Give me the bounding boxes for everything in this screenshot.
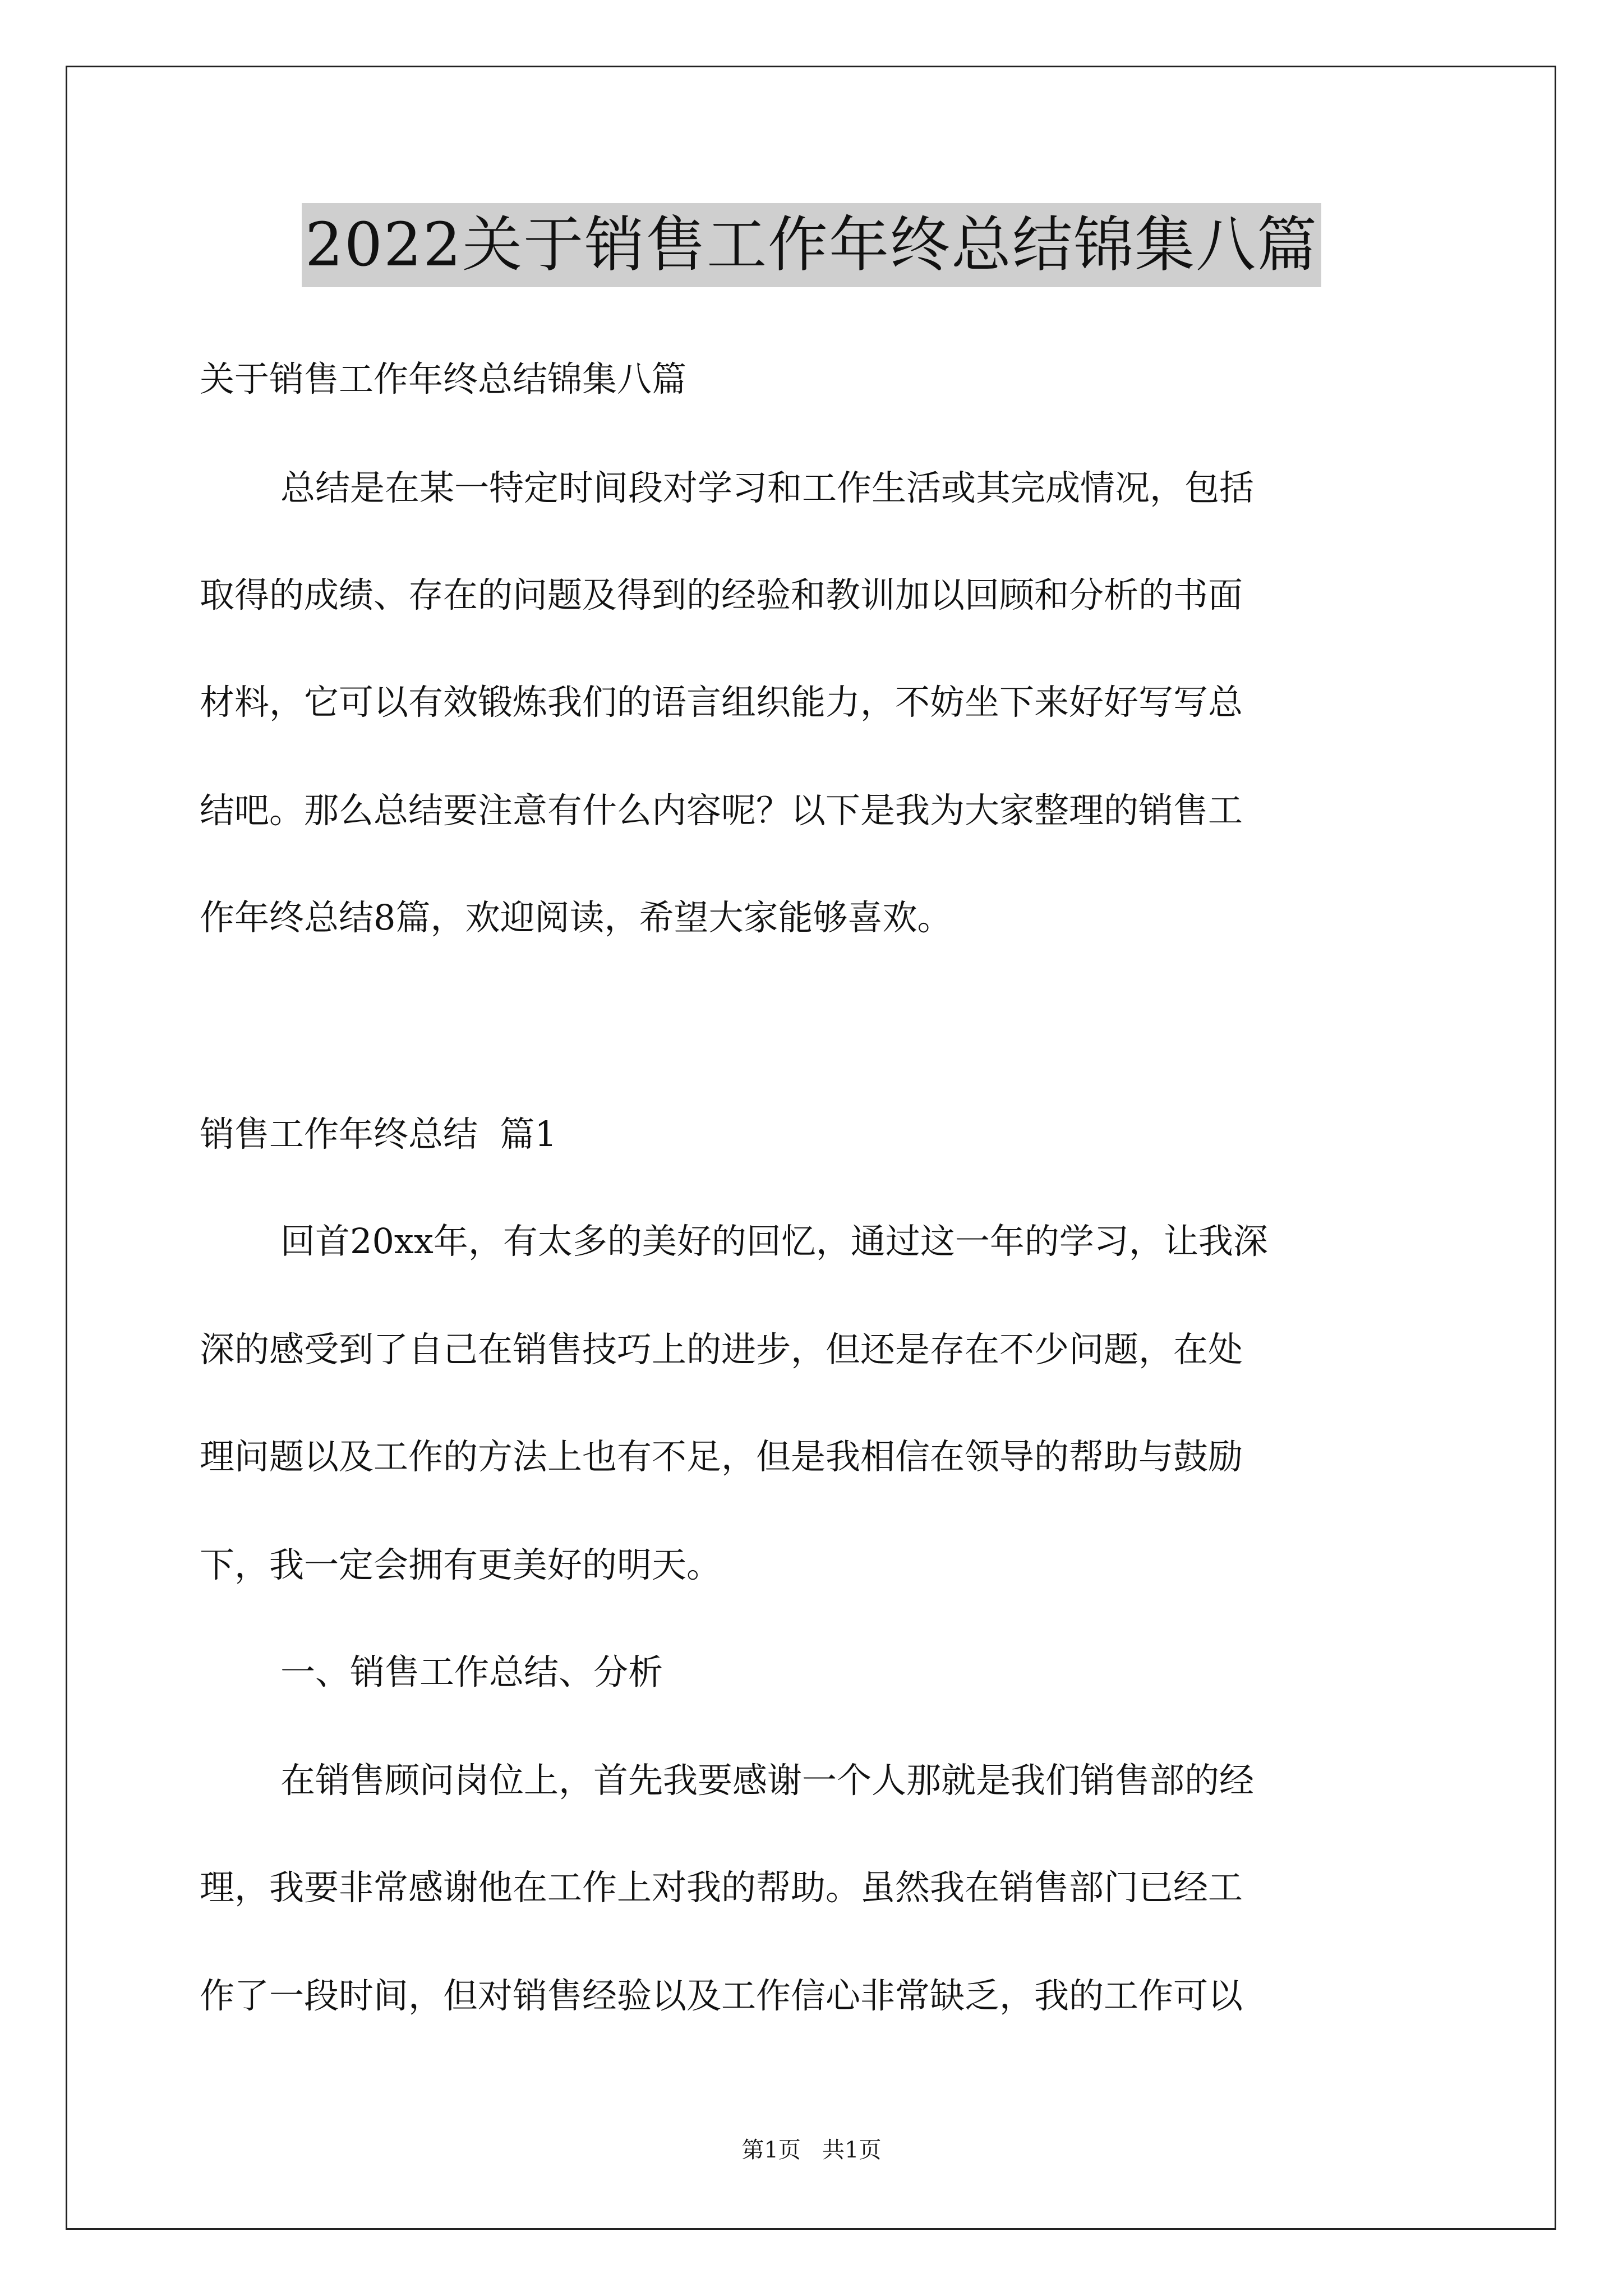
section-line: 理问题以及工作的方法上也有不足，但是我相信在领导的帮助与鼓励 [200,1436,1243,1477]
subsection-heading: 一、销售工作总结、分析 [280,1651,663,1692]
section-line: 回首20xx年，有太多的美好的回忆，通过这一年的学习，让我深 [280,1221,1268,1262]
document-title-text: 2022关于销售工作年终总结锦集八篇 [302,203,1321,287]
document-subtitle: 关于销售工作年终总结锦集八篇 [200,358,687,399]
section-heading: 销售工作年终总结 篇1 [200,1114,557,1154]
intro-line: 总结是在某一特定时间段对学习和工作生活或其完成情况，包括 [280,467,1255,508]
intro-line: 结吧。那么总结要注意有什么内容呢？以下是我为大家整理的销售工 [200,790,1243,831]
intro-line: 材料，它可以有效锻炼我们的语言组织能力，不妨坐下来好好写写总 [200,682,1243,723]
section-line: 深的感受到了自己在销售技巧上的进步，但还是存在不少问题，在处 [200,1329,1243,1370]
section-line: 在销售顾问岗位上，首先我要感谢一个人那就是我们销售部的经 [280,1760,1255,1801]
document-title [0,203,1623,287]
section-line: 理，我要非常感谢他在工作上对我的帮助。虽然我在销售部门已经工 [200,1867,1243,1908]
page-footer: 第1页 共1页 [741,2137,882,2163]
section-line: 作了一段时间，但对销售经验以及工作信心非常缺乏，我的工作可以 [200,1975,1243,2016]
section-line: 下，我一定会拥有更美好的明天。 [200,1544,722,1585]
intro-line: 取得的成绩、存在的问题及得到的经验和教训加以回顾和分析的书面 [200,574,1243,615]
intro-line: 作年终总结8篇，欢迎阅读，希望大家能够喜欢。 [200,897,952,938]
